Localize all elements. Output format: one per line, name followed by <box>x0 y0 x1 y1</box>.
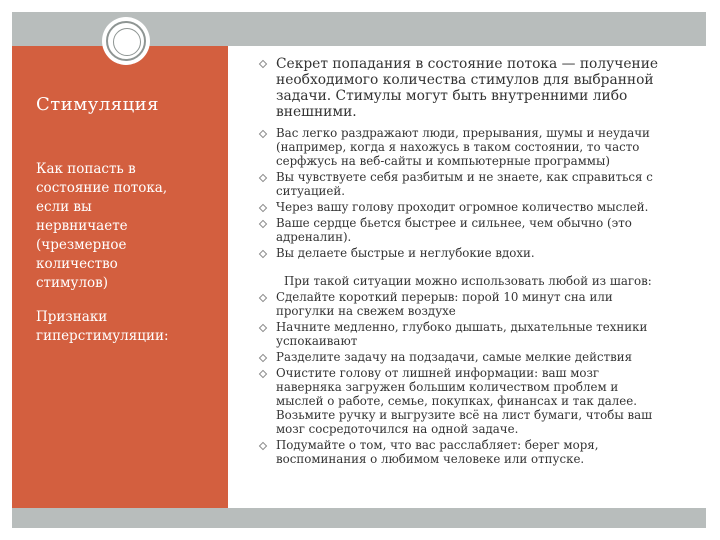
list-item-text: Очистите голову от лишней информации: ваш мозг наверняка загружен большим количеством проблем и мыслей о работе, семье, покупках, финансах и так далее. Возьмите ручку и выгрузите всё на лист бумаги, чтобы ваш мозг сосредоточился на одной задаче. <box>276 366 653 436</box>
list-item <box>256 320 668 348</box>
list-item-text: Через вашу голову проходит огромное количество мыслей. <box>276 200 649 214</box>
sidebar-section-signs: Признаки гиперстимуляции: <box>36 309 169 344</box>
list-item <box>256 200 668 214</box>
logo-inner-ring <box>113 28 141 56</box>
bottom-bar <box>12 508 706 528</box>
list-item-text: Сделайте короткий перерыв: порой 10 минут сна или прогулки на свежем воздухе <box>276 290 613 318</box>
list-item-text: Вы чувствуете себя разбитым и не знаете, как справиться с ситуацией. <box>276 170 653 198</box>
diamond-bullet-icon <box>259 130 267 138</box>
circle-logo-icon <box>102 17 150 65</box>
steps-list <box>256 290 668 466</box>
list-item-text: Начните медленно, глубоко дышать, дыхательные техники успокаивают <box>276 320 648 348</box>
diamond-bullet-icon <box>259 294 267 302</box>
sidebar-section-flow: Как попасть в состояние потока, если вы нервничаете (чрезмерное количество стимулов) <box>36 161 168 291</box>
slide-title: Стимуляция <box>36 94 160 115</box>
intro-list <box>256 56 668 120</box>
list-item-text: Вы делаете быстрые и неглубокие вдохи. <box>276 246 535 260</box>
diamond-bullet-icon <box>259 60 267 68</box>
signs-list <box>256 126 668 260</box>
list-item-text: Ваше сердце бьется быстрее и сильнее, чем обычно (это адреналин). <box>276 216 632 244</box>
list-item-text: Секрет попадания в состояние потока — получение необходимого количества стимулов для выбранной задачи. Стимулы могут быть внутренними либо внешними. <box>276 56 659 120</box>
steps-intro: При такой ситуации можно использовать любой из шагов: <box>284 274 652 288</box>
list-item <box>256 56 668 120</box>
diamond-bullet-icon <box>259 442 267 450</box>
diamond-bullet-icon <box>259 250 267 258</box>
diamond-bullet-icon <box>259 354 267 362</box>
list-item <box>256 246 668 260</box>
diamond-bullet-icon <box>259 370 267 378</box>
list-item <box>256 438 668 466</box>
list-item <box>256 366 668 436</box>
list-item-text: Подумайте о том, что вас расслабляет: берег моря, воспоминания о любимом человеке или отпуске. <box>276 438 599 466</box>
diamond-bullet-icon <box>259 324 267 332</box>
list-item <box>256 216 668 244</box>
logo-outer-ring <box>106 21 146 61</box>
list-item <box>256 350 668 364</box>
diamond-bullet-icon <box>259 220 267 228</box>
diamond-bullet-icon <box>259 204 267 212</box>
diamond-bullet-icon <box>259 174 267 182</box>
list-item <box>256 126 668 168</box>
list-item-text: Разделите задачу на подзадачи, самые мелкие действия <box>276 350 633 364</box>
list-item-text: Вас легко раздражают люди, прерывания, шумы и неудачи (например, когда я нахожусь в таком состоянии, то часто серфжусь на веб-сайты и компьютерные программы) <box>276 126 650 168</box>
list-item <box>256 290 668 318</box>
list-item <box>256 170 668 198</box>
main-content <box>256 56 668 468</box>
